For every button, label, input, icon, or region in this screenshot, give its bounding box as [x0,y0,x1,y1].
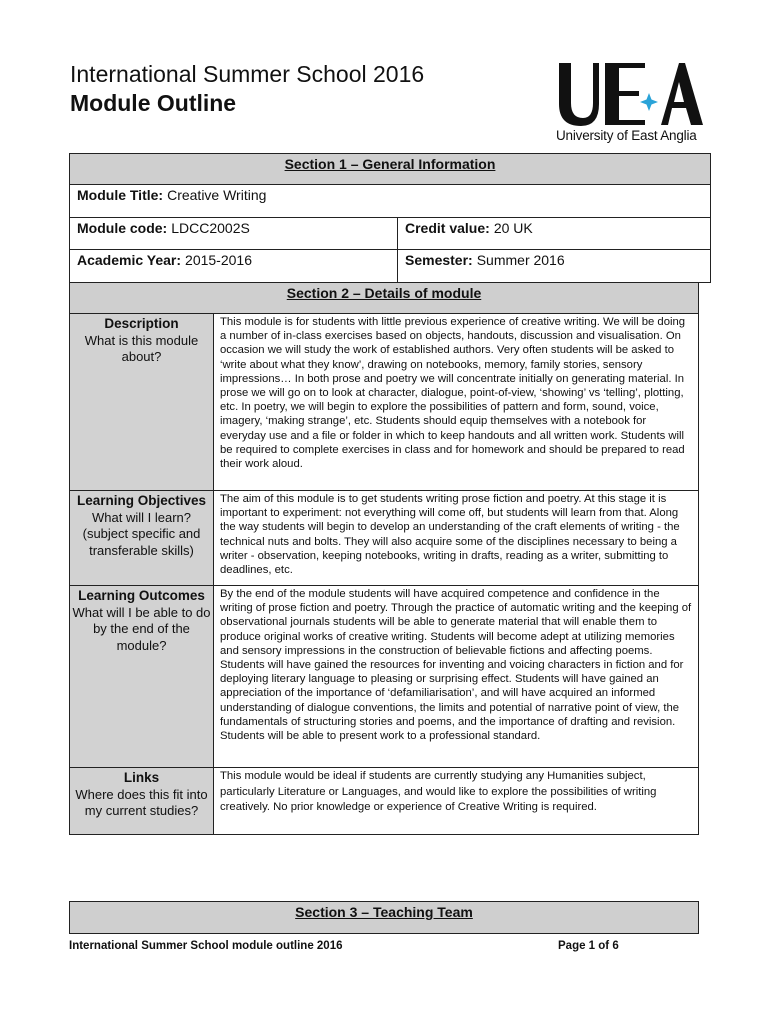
footer-left: International Summer School module outline 2016 [69,940,343,952]
section2-heading-text: Section 2 – Details of module [286,285,482,301]
logo-subtitle: University of East Anglia [556,128,697,143]
section3-heading [69,901,699,934]
academic-year-cell [69,249,398,283]
semester-cell [397,249,711,283]
section2-heading [69,282,699,314]
learning-outcomes-label-cell [69,585,214,768]
credit-value-cell [397,217,711,250]
module-title-row [69,184,711,218]
learning-outcomes-text: By the end of the module students will have acquired competence and confidence in the writing of prose fiction and poetry. Through the practice of automatic writing and the keeping of observational journals students will be able to generate material that will enable them to produce original works of creative writing. Students will become adept at utilizing memories and sensory impressions in the construction of believable fictions and affecting poems. Students will have gained the resources for inventing and voicing characters in fiction and for deploying literary language to pleasing or surprising effect. Students will have gained an appreciation of the importance of ‘defamiliarisation’, and will have acquired an informed understanding of dialogue conventions, the limits and potential of narrative point of view, the fundamentals of structuring stories and poems, and the importance of drafting and revision. Students will be able to present work to a professional standard. [213,585,699,768]
learning-outcomes-sublabel: What will I be able to do by the end of the module? [72,604,211,653]
document-subtitle: Module Outline [70,90,237,116]
links-text: This module would be ideal if students are currently studying any Humanities subject, particularly Literature or Languages, and would like to explore the possibilities of writing creatively. No prior knowledge or experience of Creative Writing is required. [213,767,699,835]
credit-value: 20 UK [493,220,533,236]
description-text: This module is for students with little previous experience of creative writing. We will be doing a number of in-class exercises based on objects, handouts, discussion and visualisation. On occasion we will study the work of established authors. Very often students will be asked to ‘write about what they know’, drawing on notebooks, memory, family stories, sensory impressions… In both prose and poetry we will concentrate initially on generating material. In prose we will go on to look at character, dialogue, point-of-view, ‘showing’ vs ‘telling’, plotting, etc. In poetry, we will begin to explore the possibilities of pattern and form, sound, voice, imagery, ‘making strange’, etc. Students should equip themselves with a notebook for everyday use and a file or folder in which to keep handouts and all written work. Students will be required to complete exercises in class and for homework and should be prepared to read their work aloud. [213,313,699,491]
description-label: Description [104,316,179,331]
description-label-cell [69,313,214,491]
links-sublabel: Where does this fit into my current studies? [75,786,208,818]
academic-year-value: 2015-2016 [185,252,252,268]
section3-heading-text: Section 3 – Teaching Team [295,904,473,920]
module-code-value: LDCC2002S [171,220,250,236]
section1-heading-text: Section 1 – General Information [284,156,496,172]
learning-objectives-sublabel: What will I learn? (subject specific and transferable skills) [82,509,201,558]
description-sublabel: What is this module about? [84,332,199,364]
semester-label: Semester: [405,252,473,268]
module-title-value: Creative Writing [167,187,267,203]
learning-objectives-label: Learning Objectives [76,493,207,508]
learning-objectives-label-cell [69,490,214,586]
learning-objectives-text: The aim of this module is to get students writing prose fiction and poetry. At this stage it is important to experiment: not everything will come off, but students will learn from that. Along the way students will begin to develop an understanding of the craft elements of writing - the technical nuts and bolts. They will also acquire some of the disciplines necessary to being a writer - observation, keeping notebooks, writing in drafts, reading as a writer, submitting to deadlines, etc. [213,490,699,586]
module-code-label: Module code: [77,220,168,236]
module-title-label: Module Title: [77,187,164,203]
links-label-cell [69,767,214,835]
document-title: International Summer School 2016 [70,61,425,87]
page-number: Page 1 of 6 [558,940,619,952]
module-code-cell [69,217,398,250]
section1-heading [69,153,711,185]
academic-year-label: Academic Year: [77,252,182,268]
credit-value-label: Credit value: [405,220,490,236]
semester-value: Summer 2016 [476,252,565,268]
learning-outcomes-label: Learning Outcomes [78,588,205,603]
links-label: Links [123,770,160,785]
